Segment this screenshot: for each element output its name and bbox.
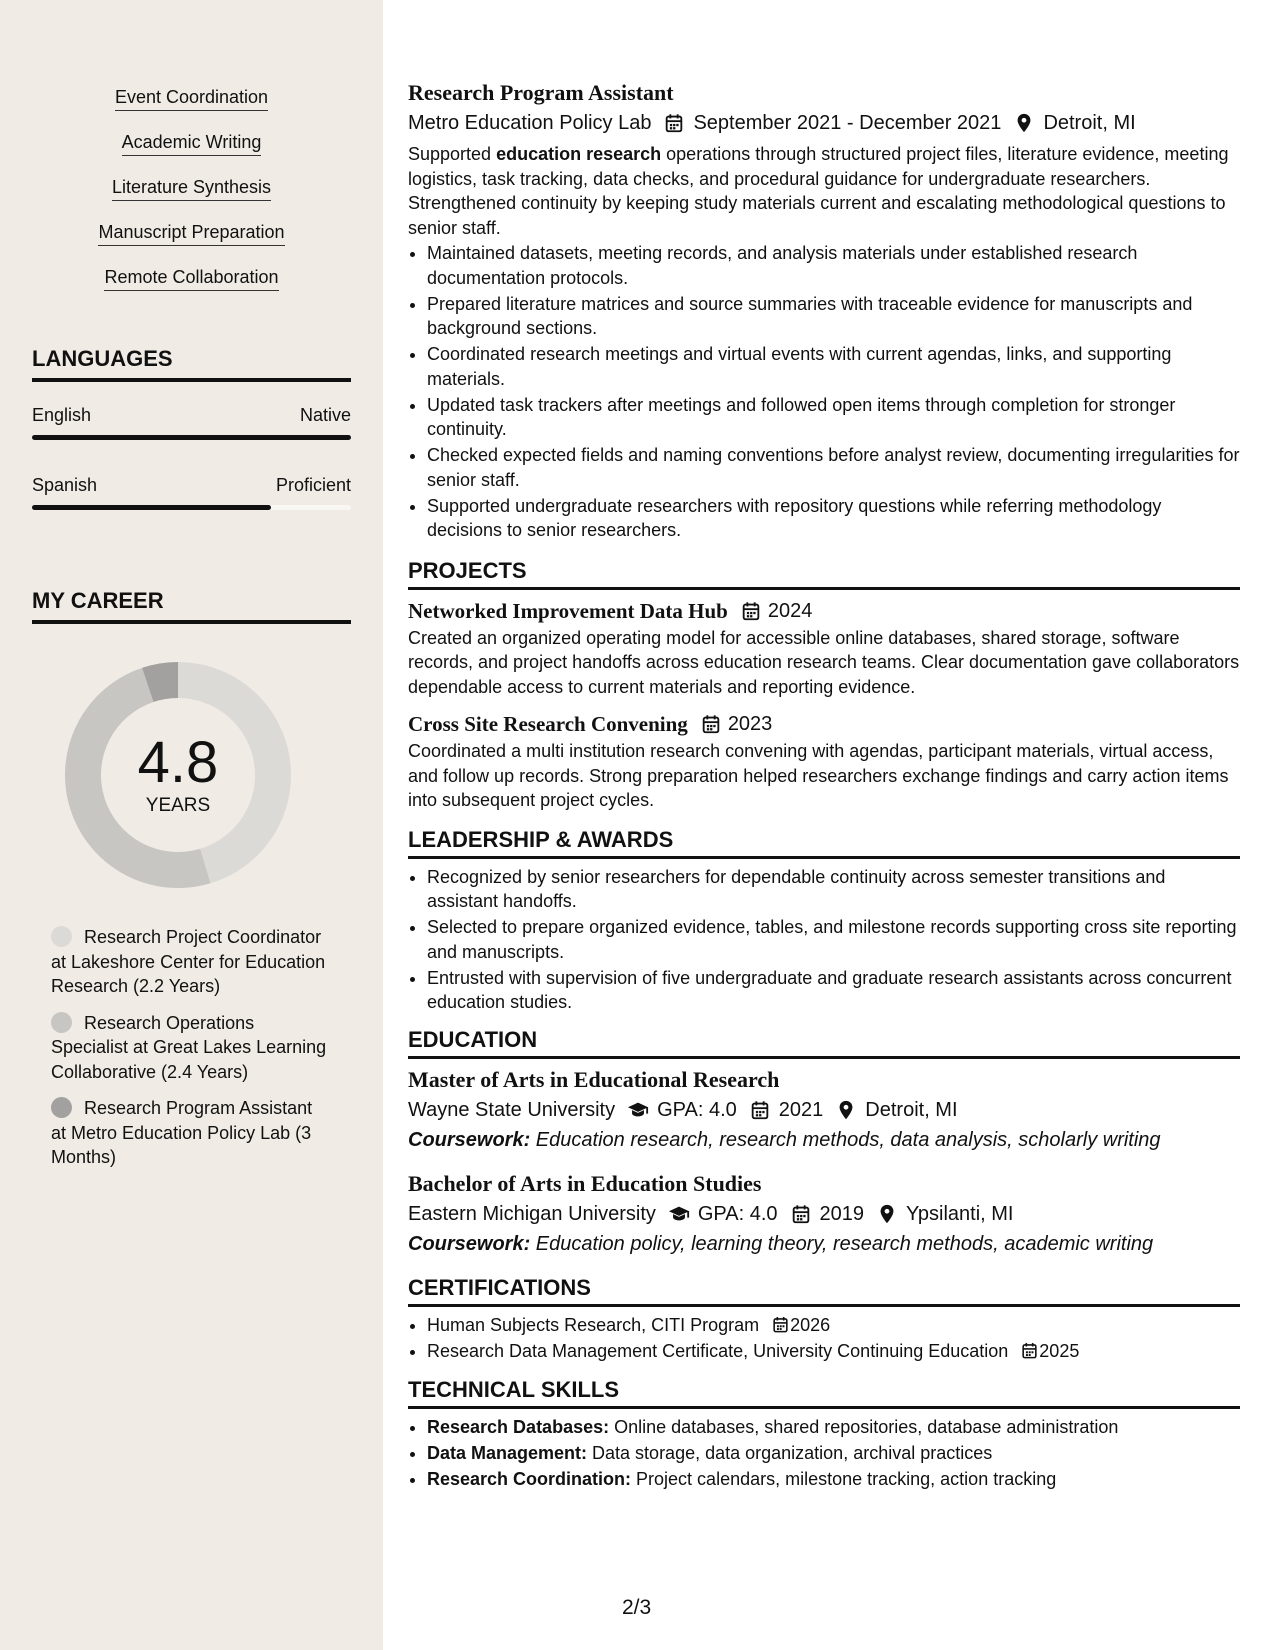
leadership-bullet: • Entrusted with supervision of five undergraduate and graduate research assistants across concurrent education studies. — [427, 966, 1240, 1015]
language-name: Spanish — [32, 475, 98, 495]
career-heading: MY CAREER — [32, 588, 351, 624]
school-location: Detroit, MI — [865, 1098, 958, 1121]
education-section — [408, 1025, 1240, 1259]
project-name: Networked Improvement Data Hub — [408, 598, 728, 623]
skill-tag: Literature Synthesis — [112, 176, 271, 201]
projects-section — [408, 556, 1240, 813]
education-meta — [408, 1095, 1240, 1125]
coursework-list: Education research, research methods, data analysis, scholarly writing — [530, 1128, 1161, 1151]
leadership-section — [408, 825, 1240, 1015]
legend-dot — [51, 1012, 72, 1033]
education-item — [408, 1065, 1240, 1155]
certifications-heading: CERTIFICATIONS — [408, 1273, 1240, 1307]
language-bar-fill — [32, 435, 351, 440]
education-heading: EDUCATION — [408, 1025, 1240, 1059]
calendar-icon — [790, 1203, 812, 1225]
location-pin-icon — [1013, 112, 1035, 134]
technical-skill-item — [427, 1467, 1240, 1492]
coursework — [408, 1229, 1240, 1259]
technical-skill-item — [427, 1415, 1240, 1440]
project-description: Created an organized operating model for accessible online databases, shared storage, software records, and project handoffs across education research teams. Clear documentation gave collaborators dependable access to current materials and reporting evidence. — [408, 627, 1240, 697]
legend-dot — [51, 926, 72, 947]
certification-item — [427, 1313, 1240, 1338]
career-legend-label: Research Project Coordinator at Lakeshore Center for Education Research (2.2 Years) — [51, 927, 326, 996]
skill-tag: Academic Writing — [122, 131, 262, 156]
degree-name: Bachelor of Arts in Education Studies — [408, 1170, 762, 1196]
location-pin-icon — [876, 1203, 898, 1225]
coursework-list: Education policy, learning theory, research methods, academic writing — [530, 1232, 1154, 1255]
job-summary — [408, 142, 1240, 240]
career-legend-item — [51, 1096, 331, 1170]
skill-tag: Event Coordination — [115, 86, 268, 111]
sidebar — [0, 0, 383, 1650]
job-dates: September 2021 - December 2021 — [693, 112, 1002, 134]
certification-name: Research Data Management Certificate, University Continuing Education — [427, 1340, 1009, 1361]
technical-skill-value: Data storage, data organization, archival practices — [587, 1443, 993, 1463]
coursework-label: Coursework: — [408, 1128, 531, 1151]
technical-skills-list — [408, 1415, 1240, 1492]
graduation-year: 2019 — [819, 1202, 865, 1225]
skill-tags — [0, 86, 383, 311]
school-name: Wayne State University — [408, 1098, 616, 1121]
experience-entry — [408, 78, 1240, 543]
language-row-spanish — [32, 474, 351, 510]
certification-name: Human Subjects Research, CITI Program — [427, 1314, 760, 1335]
gpa: GPA: 4.0 — [657, 1098, 737, 1121]
school-location: Ypsilanti, MI — [906, 1202, 1014, 1225]
technical-skills-section — [408, 1375, 1240, 1492]
coursework — [408, 1125, 1240, 1155]
project-year: 2024 — [767, 599, 813, 622]
language-bar — [32, 505, 351, 510]
school-name: Eastern Michigan University — [408, 1202, 656, 1225]
legend-dot — [51, 1097, 72, 1118]
main-content — [408, 78, 1240, 1493]
technical-skill-value: Online databases, shared repositories, database administration — [609, 1417, 1119, 1437]
calendar-icon — [771, 1315, 790, 1334]
job-location: Detroit, MI — [1043, 112, 1136, 134]
language-bar-fill — [32, 505, 271, 510]
calendar-icon — [740, 600, 762, 622]
summary-highlight: education research — [496, 144, 662, 164]
certifications-section — [408, 1273, 1240, 1364]
technical-skill-value: Project calendars, milestone tracking, action tracking — [631, 1469, 1057, 1489]
technical-skills-heading: TECHNICAL SKILLS — [408, 1375, 1240, 1409]
project-item — [408, 709, 1240, 813]
job-bullet: • Updated task trackers after meetings and followed open items through completion for stronger continuity. — [427, 393, 1240, 442]
career-total-unit: YEARS — [145, 795, 211, 816]
projects-heading: PROJECTS — [408, 556, 1240, 590]
career-legend — [51, 925, 331, 1182]
graduation-year: 2021 — [778, 1098, 824, 1121]
gpa: GPA: 4.0 — [697, 1202, 778, 1225]
job-bullet: • Checked expected fields and naming conventions before analyst review, documenting irregularities for senior staff. — [427, 443, 1240, 492]
career-donut-chart — [65, 662, 291, 888]
job-meta — [408, 108, 1240, 138]
coursework-label: Coursework: — [408, 1232, 531, 1255]
leadership-bullet: • Selected to prepare organized evidence, tables, and milestone records supporting cross site reporting and manuscripts. — [427, 915, 1240, 964]
calendar-icon — [1020, 1341, 1039, 1360]
calendar-icon — [700, 713, 722, 735]
job-bullet: • Prepared literature matrices and source summaries with traceable evidence for manuscripts and background sections. — [427, 292, 1240, 341]
career-legend-item — [51, 1011, 331, 1085]
career-total-value: 4.8 — [137, 730, 219, 795]
leadership-bullet: • Recognized by senior researchers for dependable continuity across semester transitions and assistant handoffs. — [427, 865, 1240, 914]
calendar-icon — [749, 1099, 771, 1121]
language-level: Native — [299, 405, 351, 425]
job-title: Research Program Assistant — [408, 80, 674, 105]
certification-year: 2025 — [1039, 1340, 1080, 1361]
education-item — [408, 1169, 1240, 1259]
summary-text: operations through structured project files, literature evidence, meeting logistics, task tracking, data checks, and procedural guidance for undergraduate researchers. Strengthened continuity by keeping study materials current and escalating methodological questions to senior staff. — [408, 144, 1229, 238]
education-meta — [408, 1199, 1240, 1229]
project-name: Cross Site Research Convening — [408, 712, 688, 736]
project-item — [408, 596, 1240, 700]
technical-skill-item — [427, 1441, 1240, 1466]
leadership-heading: LEADERSHIP & AWARDS — [408, 825, 1240, 859]
certification-item — [427, 1339, 1240, 1364]
career-legend-item — [51, 925, 331, 999]
languages-heading: LANGUAGES — [32, 346, 351, 382]
technical-skill-label: Research Databases: — [427, 1417, 610, 1437]
graduation-cap-icon — [668, 1203, 690, 1225]
career-legend-label: Research Program Assistant at Metro Education Policy Lab (3 Months) — [51, 1098, 313, 1167]
leadership-bullets — [408, 865, 1240, 1015]
job-bullet: • Supported undergraduate researchers with repository questions while referring methodology decisions to senior researchers. — [427, 494, 1240, 543]
career-legend-label: Research Operations Specialist at Great Lakes Learning Collaborative (2.4 Years) — [51, 1012, 327, 1082]
location-pin-icon — [835, 1099, 857, 1121]
language-level: Proficient — [275, 475, 351, 495]
language-bar — [32, 435, 351, 440]
summary-text: Supported — [408, 144, 497, 164]
job-bullet: • Coordinated research meetings and virtual events with current agendas, links, and supporting materials. — [427, 342, 1240, 391]
language-name: English — [32, 405, 92, 425]
project-year: 2023 — [727, 713, 773, 735]
company-name: Metro Education Policy Lab — [408, 112, 652, 134]
language-row-english — [32, 404, 351, 440]
graduation-cap-icon — [627, 1099, 649, 1121]
certification-year: 2026 — [790, 1314, 831, 1335]
technical-skill-label: Research Coordination: — [427, 1469, 632, 1489]
project-description: Coordinated a multi institution research convening with agendas, participant materials, virtual access, and follow up records. Strong preparation helped researchers exchange findings and carry action items into subsequent project cycles. — [408, 741, 1229, 810]
skill-tag: Manuscript Preparation — [98, 221, 284, 246]
degree-name: Master of Arts in Educational Research — [408, 1066, 780, 1092]
calendar-icon — [663, 112, 685, 134]
page-number: 2/3 — [622, 1596, 652, 1619]
job-bullets — [408, 241, 1240, 543]
technical-skill-label: Data Management: — [427, 1443, 588, 1463]
certification-list — [408, 1313, 1240, 1364]
skill-tag: Remote Collaboration — [104, 266, 278, 291]
job-bullet: • Maintained datasets, meeting records, and analysis materials under established research documentation protocols. — [427, 241, 1240, 290]
